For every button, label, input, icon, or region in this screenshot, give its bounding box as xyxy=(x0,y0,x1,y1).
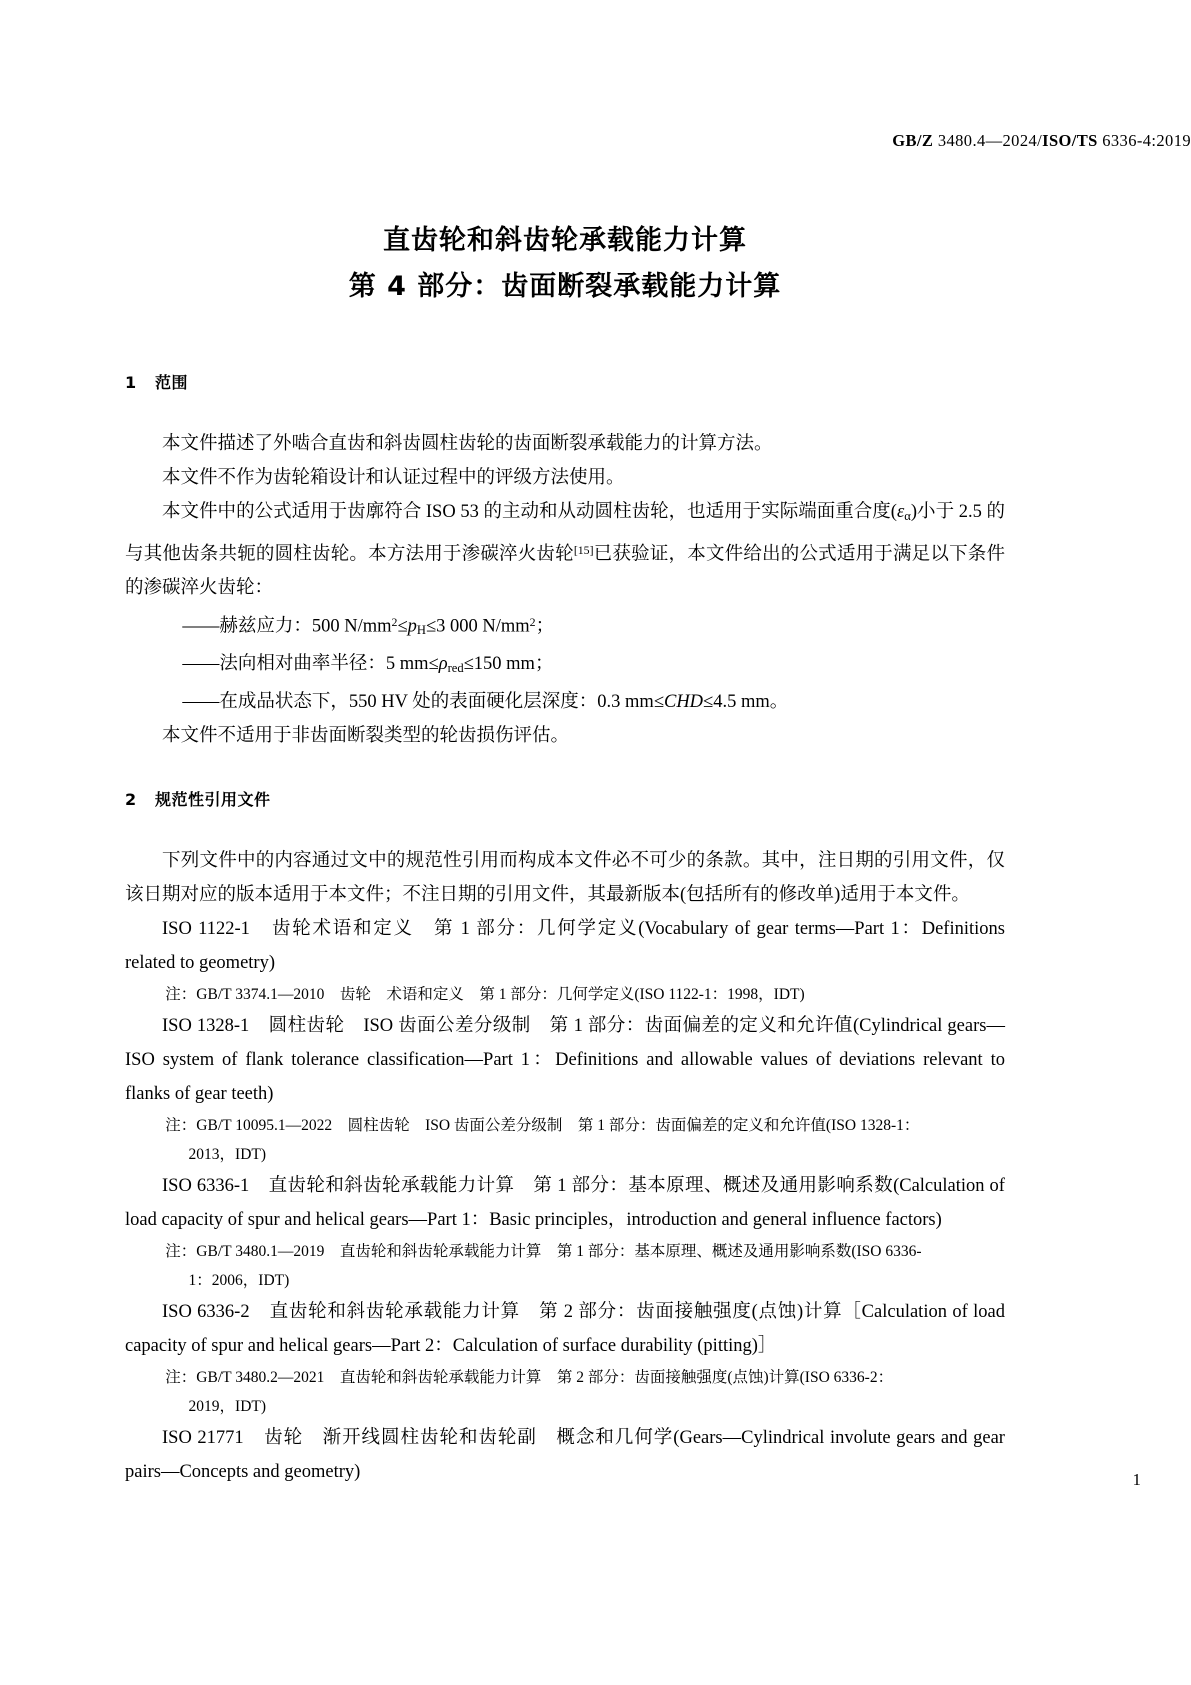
reference-entry xyxy=(125,1295,1005,1363)
condition-label-2: 处的表面硬化层深度 xyxy=(407,691,579,712)
condition-item-hertzian-stress xyxy=(125,605,1005,647)
note-text: 注：GB/T 10095.1—2022 圆柱齿轮 ISO 齿面公差分级制 第 1 部分：齿面偏差的定义和允许值(ISO 1328-1： xyxy=(165,1116,920,1134)
epsilon-subscript: α xyxy=(904,508,911,523)
section-heading-2 xyxy=(125,787,1005,810)
condition-item-case-hardening-depth xyxy=(125,685,1005,719)
reference-part-zh: 第 1 部分：基本原理、概述及通用影响系数 xyxy=(533,1175,894,1196)
reference-part-zh: 第 2 部分：齿面接触强度(点蚀)计算 xyxy=(539,1301,843,1322)
reference-entry xyxy=(125,1009,1005,1111)
reference-part-zh: 第 1 部分：齿面偏差的定义和允许值 xyxy=(549,1015,853,1036)
colon: ： xyxy=(293,616,312,637)
reference-title-zh: 齿轮术语和定义 xyxy=(271,918,414,939)
le-sign: ≤ xyxy=(428,654,439,675)
colon: ： xyxy=(367,654,386,675)
condition-item-curvature-radius xyxy=(125,647,1005,685)
value-lower: 0.3 mm xyxy=(597,691,654,712)
note-continuation: 2013，IDT) xyxy=(188,1145,267,1163)
value-upper: 4.5 mm xyxy=(713,691,770,712)
unit-exponent: 2 xyxy=(391,615,398,630)
le-sign: ≤ xyxy=(703,691,714,712)
ph-subscript: H xyxy=(416,623,426,638)
reference-title-en: (Vocabulary of gear terms—Part 1：Definitions related to geometry) xyxy=(125,918,1005,973)
page-content xyxy=(125,0,1005,1489)
note-continuation: 1：2006，IDT) xyxy=(188,1271,290,1289)
reference-note xyxy=(125,1237,1005,1295)
colon: ： xyxy=(578,691,598,712)
reference-id: ISO 6336-1 xyxy=(162,1175,250,1196)
value-lower: 500 N/mm xyxy=(311,616,392,637)
note-text: 注：GB/T 3480.1—2019 直齿轮和斜齿轮承载能力计算 第 1 部分：基本原理、概述及通用影响系数(ISO 6336- xyxy=(165,1242,922,1260)
page-number: 1 xyxy=(1132,1470,1141,1489)
reference-marker: [15] xyxy=(573,542,594,557)
chd-symbol: CHD xyxy=(663,691,704,712)
condition-label: ——法向相对曲率半径 xyxy=(182,654,368,675)
document-title xyxy=(125,218,1005,310)
value-upper: 150 mm xyxy=(473,654,535,675)
reference-part-zh: 概念和几何学 xyxy=(556,1427,674,1448)
reference-title-zh: 齿轮 渐开线圆柱齿轮和齿轮副 xyxy=(264,1427,537,1448)
reference-title-zh: 圆柱齿轮 ISO 齿面公差分级制 xyxy=(268,1015,531,1036)
le-sign: ≤ xyxy=(463,654,474,675)
reference-title-en: ［Calculation of load capacity of spur and helical gears—Part 2：Calculation of surface durability (pitting)］ xyxy=(125,1301,1005,1356)
period: 。 xyxy=(769,691,789,712)
reference-note xyxy=(125,980,1005,1009)
title-line-1: 直齿轮和斜齿轮承载能力计算 xyxy=(383,225,747,256)
value-lower: 5 mm xyxy=(385,654,429,675)
comma: ， xyxy=(330,691,349,712)
reference-id: ISO 6336-2 xyxy=(162,1301,250,1322)
scope-text-1: 本文件中的公式适用于齿廓符合 ISO 53 的主动和从动圆柱齿轮，也适用于实际端面重合度( xyxy=(162,502,897,522)
paragraph-scope-exclusion: 本文件不适用于非齿面断裂类型的轮齿损伤评估。 xyxy=(162,725,570,746)
reference-entry xyxy=(125,1169,1005,1237)
reference-title-en: (Gears—Cylindrical involute gears and gear pairs—Concepts and geometry) xyxy=(125,1427,1005,1482)
le-sign: ≤ xyxy=(397,616,408,637)
epsilon-symbol: ε xyxy=(896,502,905,522)
section-title-2: 规范性引用文件 xyxy=(155,789,271,809)
section-heading-1 xyxy=(125,370,1005,393)
unit-exponent: 2 xyxy=(529,615,536,630)
note-text: 注：GB/T 3480.2—2021 直齿轮和斜齿轮承载能力计算 第 2 部分：齿面接触强度(点蚀)计算(ISO 6336-2： xyxy=(165,1368,894,1386)
le-sign: ≤ xyxy=(653,691,664,712)
section-number-1: 1 xyxy=(125,373,137,392)
page-folio xyxy=(1133,1470,1142,1490)
standard-code: GB/Z 3480.4—2024/ISO/TS 6336-4:2019 xyxy=(892,131,1191,150)
condition-label: ——在成品状态下 xyxy=(182,691,331,712)
reference-title-en: (Cylindrical gears—ISO system of flank tolerance classification—Part 1：Definitions and allowable values of deviations relevant to flanks of gear teeth) xyxy=(125,1015,1005,1104)
ph-symbol: p xyxy=(407,616,417,637)
reference-title-en: (Calculation of load capacity of spur and helical gears—Part 1：Basic principles，introduction and general influence factors) xyxy=(125,1175,1005,1230)
condition-label: ——赫兹应力 xyxy=(182,616,294,637)
rho-subscript: red xyxy=(447,660,464,675)
paragraph: 本文件不作为齿轮箱设计和认证过程中的评级方法使用。 xyxy=(162,468,625,488)
section-number-2: 2 xyxy=(125,789,137,809)
rho-symbol: ρ xyxy=(438,654,448,675)
paragraph-scope-conditions xyxy=(125,495,1005,605)
value-upper: 3 000 N/mm xyxy=(436,616,530,637)
paragraph: 本文件描述了外啮合直齿和斜齿圆柱齿轮的齿面断裂承载能力的计算方法。 xyxy=(162,434,773,454)
reference-title-zh: 直齿轮和斜齿轮承载能力计算 xyxy=(269,1301,520,1322)
le-sign: ≤ xyxy=(425,616,437,637)
paragraph-normative-intro: 下列文件中的内容通过文中的规范性引用而构成本文件必不可少的条款。其中，注日期的引用文件，仅该日期对应的版本适用于本文件；不注日期的引用文件，其最新版本(包括所有的修改单)适用于本文件。 xyxy=(125,850,1005,905)
semicolon: ； xyxy=(534,654,554,675)
reference-id: ISO 1328-1 xyxy=(162,1015,250,1036)
reference-id: ISO 21771 xyxy=(162,1427,244,1448)
reference-entry xyxy=(125,1421,1005,1489)
reference-entry xyxy=(125,912,1005,980)
note-text: 注：GB/T 3374.1—2010 齿轮 术语和定义 第 1 部分：几何学定义(ISO 1122-1：1998，IDT) xyxy=(165,985,805,1003)
reference-title-zh: 直齿轮和斜齿轮承载能力计算 xyxy=(268,1175,515,1196)
title-line-2: 第 4 部分：齿面断裂承载能力计算 xyxy=(348,271,782,302)
semicolon: ； xyxy=(535,616,555,637)
reference-note xyxy=(125,1111,1005,1169)
scope-text-3: 已获验证，本文件给出的公式适用于满足以下条件的渗碳淬火齿轮： xyxy=(125,544,1005,599)
reference-id: ISO 1122-1 xyxy=(162,918,250,939)
section-title-1: 范围 xyxy=(155,373,189,392)
reference-part-zh: 第 1 部分：几何学定义 xyxy=(433,918,639,939)
scope-text-2: )小于 2.5 的与其他齿条共轭的圆柱齿轮。本方法用于渗碳淬火齿轮 xyxy=(125,502,1005,565)
hardness-value: 550 HV xyxy=(348,691,408,712)
note-continuation: 2019，IDT) xyxy=(188,1397,267,1415)
reference-note xyxy=(125,1363,1005,1421)
